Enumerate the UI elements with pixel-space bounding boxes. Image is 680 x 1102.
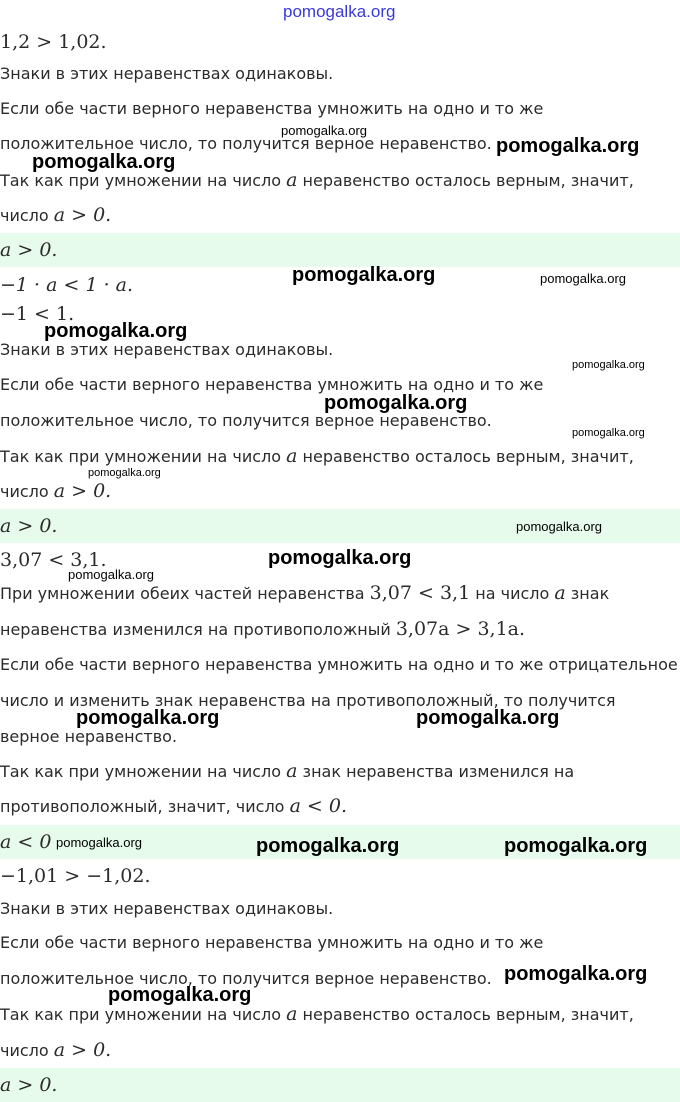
math-var: a: [554, 582, 566, 604]
math-var: a: [286, 1003, 298, 1025]
text: число: [0, 482, 54, 501]
watermark: pomogalka.org: [572, 427, 645, 439]
text-line: положительное число, то получится верное неравенство.: [0, 134, 492, 153]
text: на число: [470, 584, 555, 603]
text-line: [0, 1004, 634, 1025]
text: Так как при умножении на число: [0, 447, 287, 466]
math: a > 0.: [53, 204, 112, 226]
watermark: pomogalka.org: [572, 359, 645, 371]
text-line: [0, 446, 634, 467]
math: 3,07 < 3,1.: [0, 549, 107, 571]
inequality-1: [0, 32, 107, 53]
text-line: Знаки в этих неравенствах одинаковы.: [0, 899, 334, 918]
text: неравенство осталось верным, значит,: [297, 171, 634, 190]
text-line: Если обе части верного неравенства умножить на одно и то же: [0, 933, 544, 952]
math: −1,01 > −1,02.: [0, 865, 151, 887]
watermark: pomogalka.org: [88, 467, 161, 479]
text: неравенства изменился на противоположный: [0, 620, 396, 639]
text: При умножении обеих частей неравенства: [0, 584, 370, 603]
math: −1 < 1.: [0, 303, 75, 325]
text-line: Знаки в этих неравенствах одинаковы.: [0, 340, 334, 359]
text-line: Если обе части верного неравенства умножить на одно и то же: [0, 99, 544, 118]
watermark: pomogalka.org: [108, 984, 252, 1006]
math: −1 · a < 1 · a.: [0, 274, 134, 296]
text: Так как при умножении на число: [0, 1005, 287, 1024]
answer-box: [0, 233, 680, 267]
text: неравенство осталось верным, значит,: [297, 447, 634, 466]
watermark: pomogalka.org: [292, 264, 436, 286]
text-line: Если обе части верного неравенства умножить на одно и то же: [0, 375, 544, 394]
text: Так как при умножении на число: [0, 171, 287, 190]
text-line: [0, 796, 347, 817]
watermark: pomogalka.org: [281, 123, 367, 138]
math: 3,07a > 3,1a.: [395, 618, 526, 640]
text: неравенство осталось верным, значит,: [297, 1005, 634, 1024]
watermark: pomogalka.org: [44, 320, 188, 342]
text-line: Знаки в этих неравенствах одинаковы.: [0, 64, 334, 83]
watermark: pomogalka.org: [324, 392, 468, 414]
math: a > 0.: [53, 480, 112, 502]
inequality-4: [0, 866, 151, 887]
text: число: [0, 206, 54, 225]
watermark: pomogalka.org: [504, 963, 648, 985]
math: a < 0.: [289, 795, 348, 817]
math: 3,07 < 3,1: [369, 582, 471, 604]
watermark: pomogalka.org: [504, 835, 648, 857]
text-line: положительное число, то получится верное неравенство.: [0, 969, 492, 988]
text-line: Если обе части верного неравенства умножить на одно и то же отрицательное: [0, 655, 678, 674]
math-var: a: [286, 169, 298, 191]
inequality-2: [0, 275, 133, 296]
text: число: [0, 1041, 54, 1060]
watermark: pomogalka.org: [76, 707, 220, 729]
text-line: [0, 205, 111, 226]
watermark: pomogalka.org: [283, 2, 396, 21]
answer-math: a < 0: [0, 831, 52, 853]
watermark: pomogalka.org: [516, 519, 602, 534]
watermark: pomogalka.org: [540, 271, 626, 286]
math-var: a: [286, 760, 298, 782]
text-line: [0, 583, 609, 604]
watermark: pomogalka.org: [32, 151, 176, 173]
math: a > 0.: [53, 1039, 112, 1061]
text: знак неравенства изменился на: [297, 762, 575, 781]
text-line: положительное число, то получится верное неравенство.: [0, 411, 492, 430]
text-line: [0, 1040, 111, 1061]
watermark: pomogalka.org: [416, 707, 560, 729]
answer-math: a > 0.: [0, 239, 58, 261]
text-line: [0, 481, 111, 502]
answer-math: a > 0.: [0, 1074, 58, 1096]
text-line: число и изменить знак неравенства на противоположный, то получится: [0, 691, 616, 710]
math-var: a: [286, 445, 298, 467]
text-line: [0, 619, 525, 640]
watermark: pomogalka.org: [496, 135, 640, 157]
watermark: pomogalka.org: [268, 547, 412, 569]
text: знак: [565, 584, 610, 603]
answer-math: a > 0.: [0, 515, 58, 537]
text: Так как при умножении на число: [0, 762, 287, 781]
text-line: [0, 761, 574, 782]
math: 1,2 > 1,02.: [0, 31, 107, 53]
answer-box: [0, 1068, 680, 1102]
text: противоположный, значит, число: [0, 797, 290, 816]
watermark: pomogalka.org: [68, 567, 154, 582]
watermark: pomogalka.org: [256, 835, 400, 857]
watermark: pomogalka.org: [56, 835, 142, 850]
text-line: верное неравенство.: [0, 727, 178, 746]
